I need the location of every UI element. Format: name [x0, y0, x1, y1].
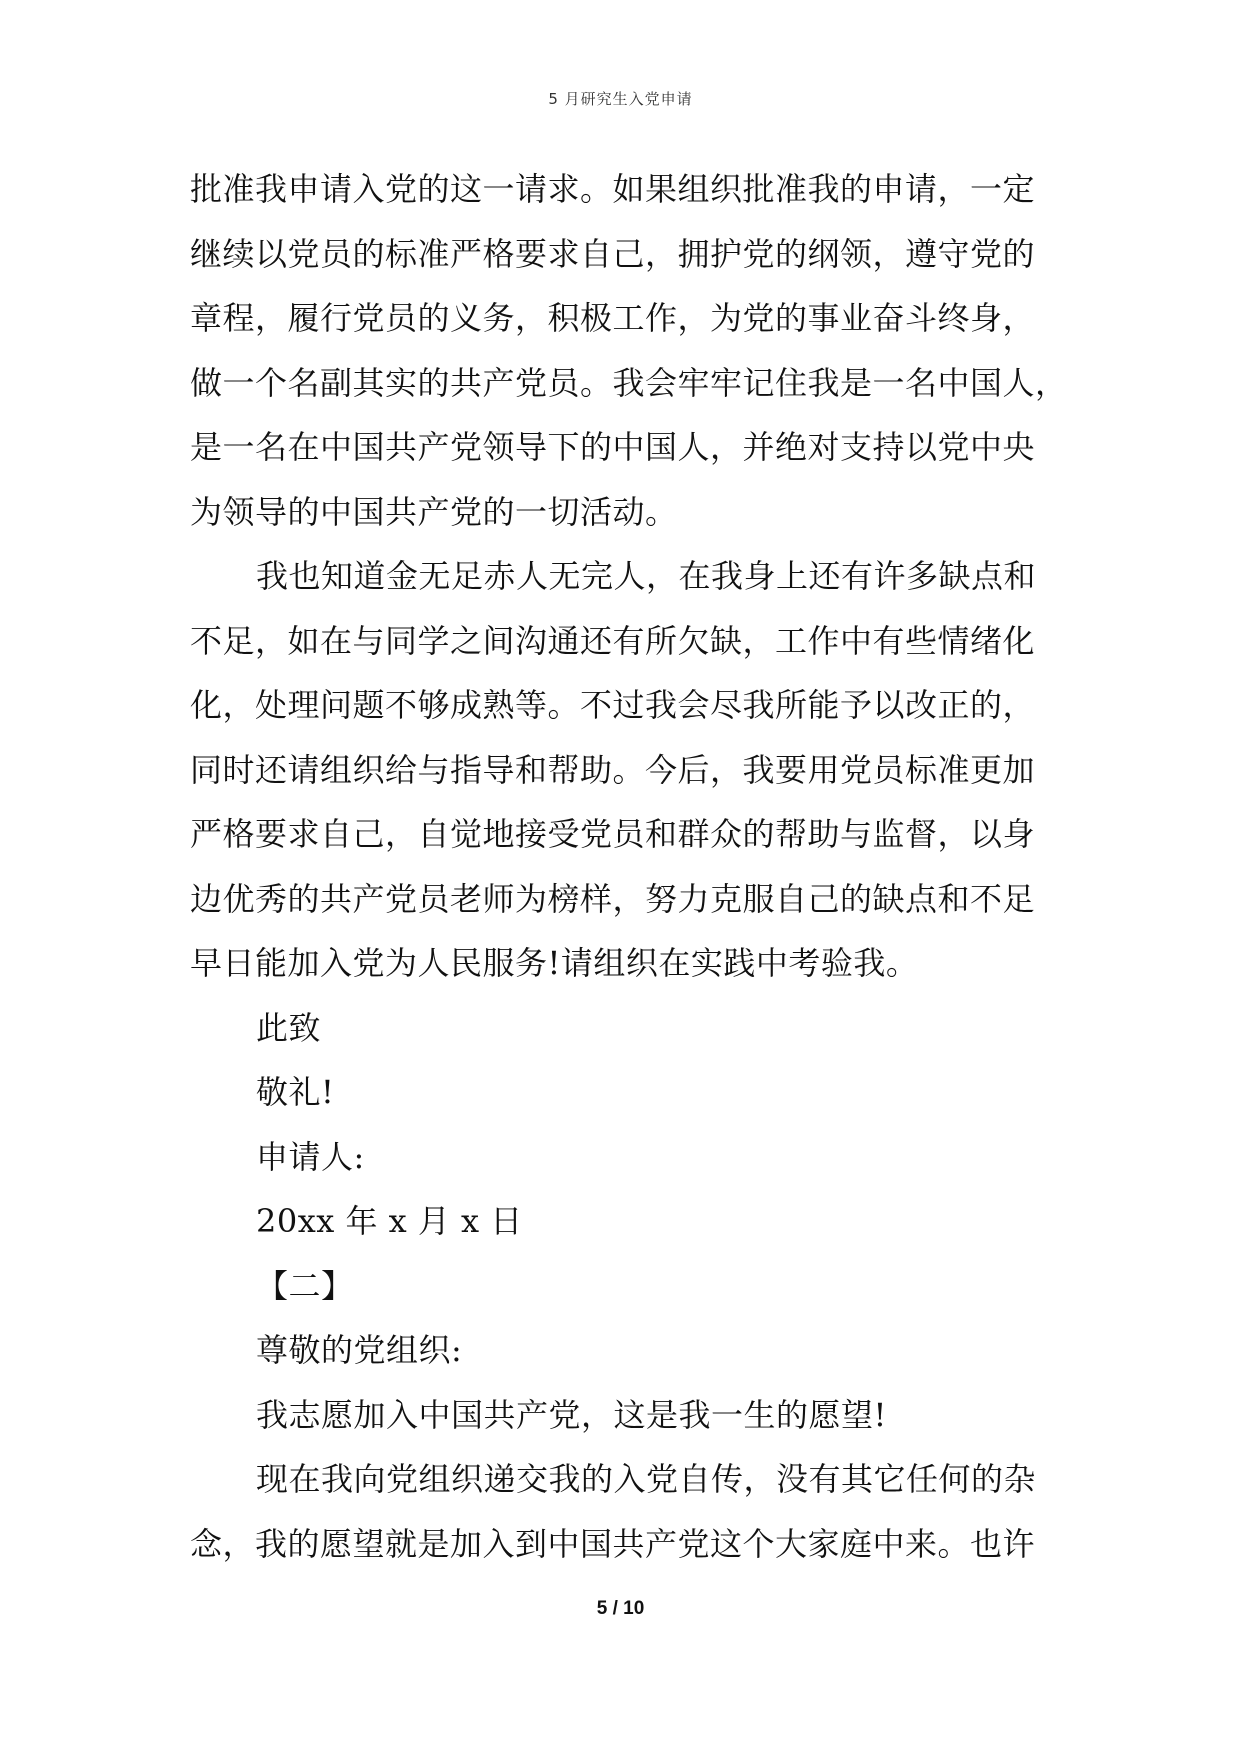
body-line: 是一名在中国共产党领导下的中国人，并绝对支持以党中央	[190, 428, 1036, 466]
body-line: 做一个名副其实的共产党员。我会牢牢记住我是一名中国人，	[190, 363, 1068, 402]
body-line: 我志愿加入中国共产党，这是我一生的愿望!	[256, 1395, 887, 1434]
body-line: 不足，如在与同学之间沟通还有所欠缺，工作中有些情绪化	[190, 621, 1036, 660]
body-line: 为领导的中国共产党的一切活动。	[190, 492, 678, 531]
body-line: 批准我申请入党的这一请求。如果组织批准我的申请，一定	[190, 170, 1036, 208]
body-line: 念，我的愿望就是加入到中国共产党这个大家庭中来。也许	[190, 1524, 1036, 1563]
body-line: 化，处理问题不够成熟等。不过我会尽我所能予以改正的，	[190, 686, 1036, 724]
section-heading: 【二】	[256, 1266, 354, 1305]
body-line: 严格要求自己，自觉地接受党员和群众的帮助与监督，以身	[190, 815, 1036, 853]
body-line: 章程，履行党员的义务，积极工作，为党的事业奋斗终身，	[190, 299, 1036, 337]
body-line: 早日能加入党为人民服务!请组织在实践中考验我。	[190, 944, 919, 982]
letter-greeting: 尊敬的党组织:	[256, 1331, 463, 1369]
closing-regards: 敬礼!	[256, 1073, 335, 1111]
body-line: 现在我向党组织递交我的入党自传，没有其它任何的杂	[256, 1460, 1037, 1498]
closing-salutation: 此致	[256, 1008, 322, 1047]
date-line: 20xx 年 x 月 x 日	[256, 1202, 523, 1240]
body-line: 边优秀的共产党员老师为榜样，努力克服自己的缺点和不足	[190, 879, 1036, 918]
applicant-label: 申请人:	[256, 1137, 365, 1176]
body-line: 我也知道金无足赤人无完人，在我身上还有许多缺点和	[256, 557, 1037, 595]
body-line: 继续以党员的标准严格要求自己，拥护党的纲领，遵守党的	[190, 234, 1036, 273]
document-body	[190, 157, 1068, 1576]
page-number: 5 / 10	[596, 1598, 645, 1619]
page-header-title: 5 月研究生入党申请	[548, 90, 693, 108]
body-line: 同时还请组织给与指导和帮助。今后，我要用党员标准更加	[190, 750, 1036, 789]
